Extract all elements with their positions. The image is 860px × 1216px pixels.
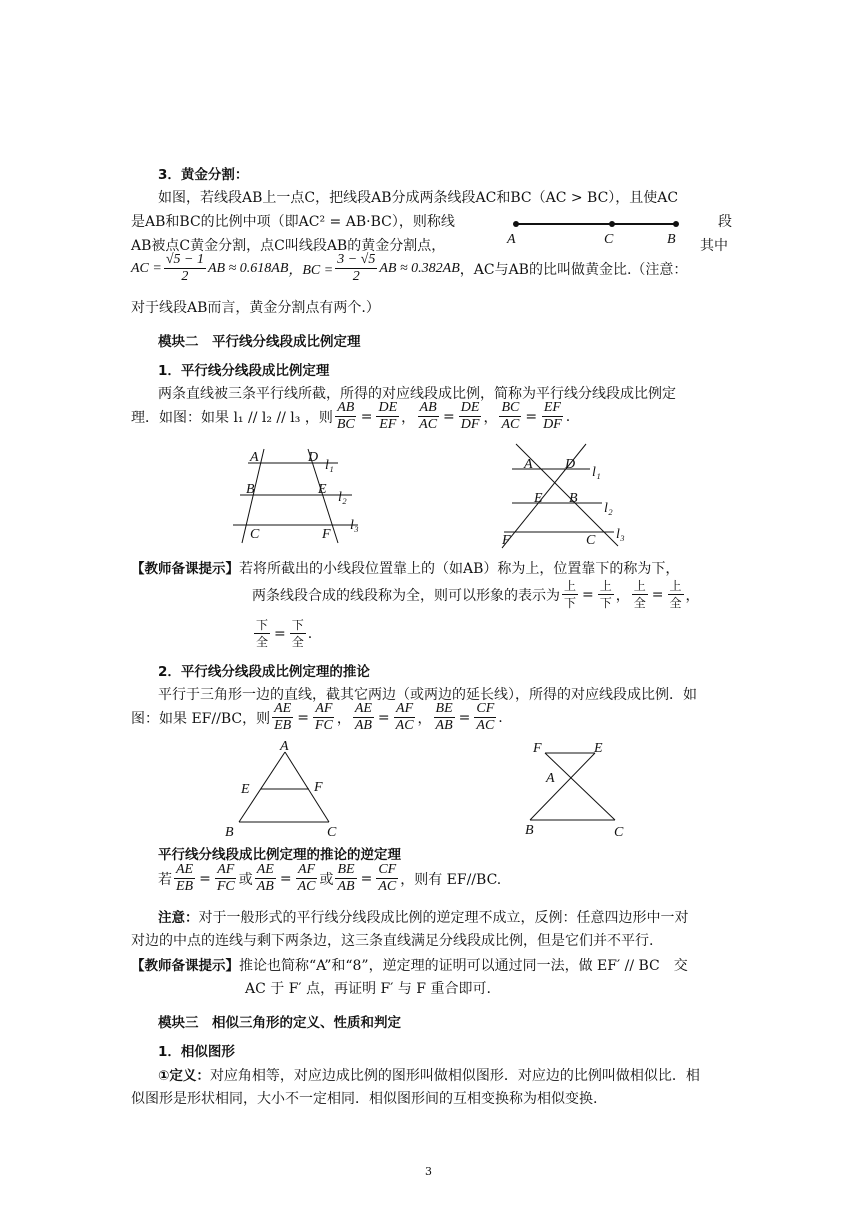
point-label-c: C — [604, 232, 614, 247]
parallel-lines-figure-1 — [230, 445, 370, 550]
module2-s2-line1: 平行于三角形一边的直线，截其它两边（或两边的延长线），所得的对应线段成比例．如 — [158, 687, 697, 703]
point-label-a: A — [507, 232, 516, 247]
teacher-tip-1-line1: 【教师备课提示】若将所截出的小线段位置靠上的（如AB）称为上，位置靠下的称为下， — [131, 561, 680, 577]
module3-title: 模块三 相似三角形的定义、性质和判定 — [158, 1015, 401, 1031]
module3-s1-title: 1．相似图形 — [158, 1044, 235, 1060]
teacher-tip-1-line3: 下 全 = 下 全 . — [256, 618, 313, 649]
fig1-label-l1: l₁ — [325, 458, 334, 473]
golden-segment-figure — [500, 212, 700, 252]
module2-s2-line2: 图：如果 EF//BC，则 $\frac{AE}{EB}$ = $\frac{AF}{FC}$ ， $\frac{AE}{AB}$ = $\frac{AF}{AC}$ ， $\frac{BE}{AB}$ = $\frac{CF}{AC}$ . — [131, 701, 503, 733]
fig1-label-l2: l₂ — [338, 490, 347, 505]
module2-s1-line2: 理．如图：如果 l₁ // l₂ // l₃ ，则 $\frac{AB}{BC}$ = $\frac{DE}{EF}$ ， $\frac{AB}{AC}$ = $\frac{DE}{DF}$ ， $\frac{BC}{AC}$ = $\frac{EF}{DF}$ . — [131, 400, 571, 432]
fig2-label-c: C — [586, 533, 596, 548]
fig1-label-l3: l₃ — [350, 518, 359, 533]
golden-paragraph-line1: 如图，若线段AB上一点C，把线段AB分成两条线段AC和BC（AC > BC），且使AC — [158, 190, 679, 206]
note-line1: 注意：对于一般形式的平行线分线段成比例的逆定理不成立，反例：任意四边形中一对 — [158, 910, 689, 926]
parallel-lines-figure-2 — [498, 440, 638, 552]
fig2-label-l2: l₂ — [604, 501, 613, 516]
fig4-label-b: B — [525, 823, 534, 838]
teacher-tip-1-line2: 两条线段合成的线段称为全，则可以形象的表示为 上 下 = 上 下 ， 上 全 = 上 全 ， — [252, 579, 700, 610]
hourglass-8-figure — [520, 738, 640, 840]
fig1-label-b: B — [246, 482, 255, 497]
golden-paragraph-line2: 是AB和BC的比例中项（即AC² = AB·BC），则称线 — [131, 214, 455, 230]
fig2-label-a: A — [524, 457, 533, 472]
point-label-b: B — [667, 232, 676, 247]
module2-title: 模块二 平行线分线段成比例定理 — [158, 334, 361, 350]
page-number: 3 — [425, 1165, 432, 1178]
fig3-label-f: F — [314, 780, 323, 795]
module3-definition-line1: ①定义：对应角相等，对应边成比例的图形叫做相似图形．对应边的比例叫做相似比．相 — [158, 1068, 700, 1084]
fig1-label-c: C — [250, 527, 260, 542]
triangle-a-figure — [225, 738, 355, 840]
fig1-label-e: E — [318, 482, 327, 497]
teacher-tip-2-line1: 【教师备课提示】推论也简称“A”和“8”，逆定理的证明可以通过同一法，做 EF′ // BC 交 — [131, 958, 688, 974]
fig2-label-d: D — [565, 457, 576, 472]
fig2-label-f: F — [502, 533, 511, 548]
fig2-label-e: E — [534, 491, 543, 506]
fig4-label-c: C — [614, 825, 624, 840]
fig2-label-b: B — [569, 491, 578, 506]
golden-paragraph-line3-end: 其中 — [700, 238, 728, 254]
fig1-label-f: F — [322, 527, 331, 542]
converse-formula: 若 $\frac{AE}{EB}$ = $\frac{AF}{FC}$ 或 $\frac{AE}{AB}$ = $\frac{AF}{AC}$ 或 $\frac{BE}{AB}$ = $\frac{CF}{AC}$ ，则有 EF//BC. — [158, 862, 502, 894]
fig3-label-b: B — [225, 825, 234, 840]
fig1-label-d: D — [308, 450, 319, 465]
note-line2: 对边的中点的连线与剩下两条边，这三条直线满足分线段成比例，但是它们并不平行. — [131, 933, 654, 949]
module2-s1-title: 1．平行线分线段成比例定理 — [158, 363, 330, 379]
fig2-label-l3: l₃ — [616, 527, 625, 542]
section-title-golden: 3．黄金分割： — [158, 167, 249, 183]
fig2-label-l1: l₁ — [592, 465, 601, 480]
golden-paragraph-line3: AB被点C黄金分割，点C叫线段AB的黄金分割点， — [131, 238, 446, 254]
fig4-label-a: A — [546, 771, 555, 786]
fig1-label-a: A — [250, 450, 259, 465]
golden-paragraph-line2-end: 段 — [718, 214, 732, 230]
converse-title: 平行线分线段成比例定理的推论的逆定理 — [158, 847, 401, 863]
fig3-label-a: A — [280, 739, 289, 754]
module2-s2-title: 2．平行线分线段成比例定理的推论 — [158, 664, 370, 680]
module2-s1-line1: 两条直线被三条平行线所截，所得的对应线段成比例，简称为平行线分线段成比例定 — [158, 386, 676, 402]
fig4-label-f: F — [533, 741, 542, 756]
fig3-label-c: C — [327, 825, 337, 840]
module3-definition-line2: 似图形是形状相同，大小不一定相同．相似图形间的互相变换称为相似变换. — [131, 1091, 598, 1107]
fig3-label-e: E — [241, 782, 250, 797]
golden-paragraph-line5: 对于线段AB而言，黄金分割点有两个.） — [131, 300, 380, 316]
teacher-tip-2-line2: AC 于 F′ 点，再证明 F′ 与 F 重合即可. — [245, 981, 491, 997]
golden-formula-line: AC = $\frac{√5 - 1}{2}$ AB ≈ 0.618AB ，BC = $\frac{3 - √5}{2}$ AB ≈ 0.382AB ，AC与AB的比叫做黄金比.（注意： — [131, 252, 688, 284]
fig4-label-e: E — [594, 741, 603, 756]
